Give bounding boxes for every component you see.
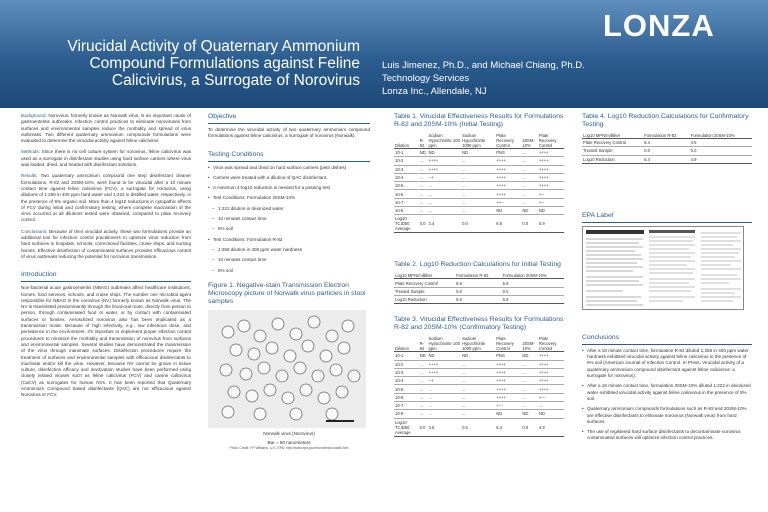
column-header: Formulation 20SM-10%: [690, 132, 752, 139]
text: Since there is no cell culture system for norovirus, feline calicivirus was used as a surrogate in disinfectant studies using hard surface carriers where virus was loaded, dried, and treated with disinfectant solutions.: [21, 149, 192, 168]
title-line: Virucidal Activity of Quaternary Ammonium: [67, 38, 360, 55]
column-results: [394, 113, 564, 437]
table-cell: ...: [419, 190, 428, 198]
table-cell: 10-1: [394, 352, 419, 360]
table-cell: 10-2: [394, 157, 419, 165]
table-cell: 4.9: [690, 139, 752, 147]
table-cell: ...: [461, 182, 495, 190]
table-cell: ++++: [495, 190, 521, 198]
table-cell: ...: [419, 410, 428, 418]
table-cell: ...: [521, 198, 537, 206]
table-cell: ...: [419, 377, 428, 385]
table-cell: Treated Sample: [582, 147, 643, 155]
testing-list: [208, 237, 370, 243]
table-cell: ++++: [495, 173, 521, 181]
title-line: Compound Formulations against Feline: [89, 55, 360, 72]
table3-heading: Table 3. Virucidal Effectiveness Results for Formulations R-82 and 20SM-10% (Confirmatory Testing): [394, 316, 564, 332]
table-cell: ++++: [538, 149, 564, 157]
table-cell: ...: [419, 360, 428, 368]
table-cell: ...: [419, 207, 428, 215]
table-row: [394, 157, 564, 165]
list-item: • The use of registered hard surface disinfectants to decontaminate norovirus contaminated surfaces will optimize infection control practices.: [582, 429, 752, 442]
table-cell: Treated Sample: [394, 287, 455, 295]
list-item: • Test Conditions: Formulation 20SM-10%: [208, 195, 370, 201]
table-row: [394, 149, 564, 157]
table-cell: ...: [419, 165, 428, 173]
testing-sublist: [208, 247, 370, 274]
table-cell: ++++: [538, 182, 564, 190]
table-cell: ...: [521, 190, 537, 198]
table-cell: 10-7: [394, 402, 419, 410]
table-cell: 10-4: [394, 377, 419, 385]
table-cell: 6.6: [495, 215, 521, 233]
table-cell: 10-6: [394, 393, 419, 401]
photo-credit: Photo Credit: FP Williams, U.S. EPA; http://www.epa.gov/microbes/norwalk.htm: [229, 446, 349, 451]
column-header: Plate Recovery Control: [495, 335, 521, 352]
epa-label-heading: EPA Label: [582, 212, 752, 223]
table-cell: 10-7: [394, 198, 419, 206]
table-cell: ++++: [495, 377, 521, 385]
table-cell: ++++: [538, 165, 564, 173]
table-row: [394, 385, 564, 393]
table-cell: ...: [427, 190, 461, 198]
table-cell: ...: [461, 190, 495, 198]
table-body: [394, 352, 564, 436]
table-cell: ++++: [538, 368, 564, 376]
table-cell: ...: [521, 368, 537, 376]
table-cell: +--: [538, 198, 564, 206]
list-item: – 10 minutes contact time: [208, 257, 370, 263]
table-body: [582, 139, 752, 164]
list-item: • A minimum 4-log10 reduction is needed for a passing test: [208, 185, 370, 191]
table-cell: 0.0: [455, 287, 502, 295]
table-header-row: [394, 335, 564, 352]
column-header: R-82: [419, 335, 428, 352]
table-cell: ++++: [538, 377, 564, 385]
table-row: [394, 182, 564, 190]
table-cell: ....: [538, 402, 564, 410]
column-objective: [208, 113, 370, 450]
table-cell: ...: [419, 157, 428, 165]
table-cell: ...: [461, 207, 495, 215]
table-row: [394, 402, 564, 410]
column-header: 20SM-10%: [521, 335, 537, 352]
table-header-row: [394, 132, 564, 149]
table-row: [394, 295, 564, 303]
column-header: Log10 MPN/milliliter: [582, 132, 643, 139]
table-cell: Log10 TCID50 Average: [394, 215, 419, 233]
table-cell: ...: [461, 198, 495, 206]
column-header: Dilution: [394, 335, 419, 352]
table-cell: ...: [461, 165, 495, 173]
table-cell: 6.6: [455, 295, 502, 303]
column-header: Formulation R-82: [643, 132, 690, 139]
table-cell: --+: [427, 173, 461, 181]
table-cell: ...: [461, 157, 495, 165]
table-cell: ...: [521, 393, 537, 401]
table-cell: 10-2: [394, 360, 419, 368]
virus-particles-image: [208, 310, 366, 428]
department: Technology Services: [382, 73, 470, 84]
table-cell: ND: [538, 410, 564, 418]
table-cell: 3.6: [427, 418, 461, 436]
text: Norovirus, formerly known as Norwalk virus, is an important cause of gastroenteritis outbreaks. Infection control practices to eliminate noroviruses from surfaces and environmental samples reduce the morbidity and spread of virus outbreaks. Two different quaternary ammonium compounds formulations were evaluated to determine the virucidal activity against feline calicivirus: [21, 113, 191, 144]
table-cell: 10-5: [394, 182, 419, 190]
list-item: – 5% soil: [208, 268, 370, 274]
author-block: [382, 59, 585, 98]
table-cell: ++++: [538, 385, 564, 393]
table-cell: ++++: [538, 173, 564, 181]
table-cell: Plate Recovery Control: [394, 279, 455, 287]
column-header: Plate Recovery Control: [538, 335, 564, 352]
table-cell: ...: [521, 182, 537, 190]
table-cell: PNS: [495, 149, 521, 157]
table-row: [394, 287, 564, 295]
list-item: • Quaternary ammonium compounds formulations such as R-82 and 20SM-10% are effective disinfectants to eliminate norovirus (Norwalk virus) from hard surfaces.: [582, 406, 752, 425]
table-row: [394, 215, 564, 233]
table-cell: ++++: [495, 393, 521, 401]
table-row: [394, 360, 564, 368]
table-cell: ...: [427, 410, 461, 418]
table-cell: ...: [427, 393, 461, 401]
table-cell: ND: [521, 410, 537, 418]
table-row: [394, 198, 564, 206]
table-cell: ...: [461, 368, 495, 376]
list-item: • Test Conditions: Formulation R-82: [208, 237, 370, 243]
table-cell: Log10 Reduction: [394, 295, 455, 303]
table-cell: ND: [495, 207, 521, 215]
table-row: [394, 393, 564, 401]
table-cell: 0.0: [461, 418, 495, 436]
table-cell: 4.9: [538, 418, 564, 436]
table-row: [582, 155, 752, 163]
table3: [394, 335, 564, 436]
table-cell: ++++: [427, 157, 461, 165]
abstract-methods: [21, 149, 191, 168]
table-cell: ++++: [427, 360, 461, 368]
table2-heading: Table 2. Log10 Reduction Calculations for Initial Testing: [394, 261, 561, 269]
list-item: • Carriers were treated with a dilution of QAC disinfectant.: [208, 175, 370, 181]
column-header: Formulation R-82: [455, 272, 502, 279]
list-item: – 1:256 dilution in 400 ppm water hardness: [208, 247, 370, 253]
table-cell: --+: [427, 377, 461, 385]
table-cell: ++++: [427, 368, 461, 376]
introduction-heading: Introduction: [21, 271, 191, 282]
text: Because of their virucidal activity, these two formulations provide an additional tool for infection control practitioners to optimize virus reduction from hard surfaces in hospitals, schools, correctional facilities, cruise ships, and nursing homes. Effective disinfection of contaminated surfaces provides efficacious control of virus outbreaks reducing the potential for norovirus transmission.: [21, 228, 191, 259]
table-cell: Log10 TCID50 Average: [394, 418, 419, 436]
table-cell: 10-1: [394, 149, 419, 157]
table-cell: 6.6: [455, 279, 502, 287]
table-cell: 6.4: [495, 418, 521, 436]
testing-heading: Testing Conditions: [208, 151, 370, 162]
column-abstract: [21, 113, 191, 404]
table-cell: ...: [521, 360, 537, 368]
list-item: • After a 10 minute contact time, formulation 20SM-10% diluted 1:222 in deionized water exhibited virucidal activity against feline calicivirus in the presence of 5% soil.: [582, 383, 752, 402]
table-cell: ...: [521, 165, 537, 173]
table-cell: ...: [419, 402, 428, 410]
table-cell: ...: [427, 198, 461, 206]
table4-heading: Table 4. Log10 Reduction Calculations for Confirmatory Testing: [582, 113, 749, 128]
column-header: Log10 MPN/milliliter: [394, 272, 455, 279]
table-cell: ND: [495, 410, 521, 418]
table-cell: ...: [521, 173, 537, 181]
poster-title: [8, 38, 360, 89]
table-row: [394, 368, 564, 376]
table-cell: Log10 Reduction: [582, 155, 643, 163]
table-cell: ...: [521, 402, 537, 410]
table-body: [394, 279, 564, 304]
table-cell: ...: [461, 377, 495, 385]
product-label-picture: [583, 227, 744, 310]
table-cell: ++++: [538, 157, 564, 165]
column-header: Plate Recovery Control: [495, 132, 521, 149]
table-cell: ND: [461, 149, 495, 157]
abstract-results: [21, 173, 191, 223]
table-cell: ...: [521, 157, 537, 165]
table-cell: ...: [461, 402, 495, 410]
table-cell: 6.4: [643, 155, 690, 163]
table-row: [394, 377, 564, 385]
table-cell: ND: [461, 352, 495, 360]
table-cell: Plate Recovery Control: [582, 139, 643, 147]
table-cell: ...: [427, 385, 461, 393]
list-item: – 5% soil: [208, 226, 370, 232]
table-cell: ++++: [495, 368, 521, 376]
table-row: [582, 139, 752, 147]
table1-heading: Table 1. Virucidal Effectiveness Results for Formulations R-82 and 20SM-10% (Initial Testing): [394, 113, 564, 128]
table-cell: ++++: [495, 360, 521, 368]
column-header: R-82: [419, 132, 428, 149]
table-cell: ND: [521, 207, 537, 215]
table-cell: ...: [461, 173, 495, 181]
table-row: [394, 207, 564, 215]
table-cell: ...: [419, 385, 428, 393]
table-cell: ...: [521, 149, 537, 157]
column-header: Sodium Hypochlorite 1000 ppm: [461, 335, 495, 352]
table-cell: ++++: [427, 165, 461, 173]
table-cell: 5.9: [502, 279, 564, 287]
table-cell: ND: [521, 352, 537, 360]
table-cell: ND: [419, 353, 426, 359]
table-cell: ++++: [538, 360, 564, 368]
column-header: Sodium Hypochlorite 100 ppm: [428, 335, 460, 351]
scale-note: Bar = 50 nanometers: [267, 440, 311, 446]
table-cell: ...: [521, 377, 537, 385]
table-cell: 0.0: [419, 215, 428, 233]
table-cell: 0.0: [643, 147, 690, 155]
table-row: [394, 165, 564, 173]
table-cell: ...: [419, 368, 428, 376]
label: Methods:: [21, 149, 40, 155]
table-cell: +---: [538, 393, 564, 401]
column-conclusions: [582, 113, 752, 446]
tem-micrograph: [208, 310, 366, 428]
table-cell: ND: [427, 149, 461, 157]
list-item: – 10 minutes contact time: [208, 216, 370, 222]
table-cell: 0.0: [419, 418, 428, 436]
list-item: – 1:222 dilution in deionized water: [208, 206, 370, 212]
column-header: 20SM-10%: [521, 132, 537, 149]
table-cell: ...: [461, 410, 495, 418]
table-cell: 0.0: [521, 418, 537, 436]
table-cell: 0.0: [690, 147, 752, 155]
table-row: [394, 418, 564, 436]
testing-list: [208, 165, 370, 202]
abstract-background: [21, 113, 191, 144]
table-row: [394, 279, 564, 287]
table-cell: ...: [461, 360, 495, 368]
table-cell: 6.4: [643, 139, 690, 147]
table-cell: 0.0: [521, 215, 537, 233]
table-cell: ...: [419, 198, 428, 206]
table-cell: PNS: [495, 352, 521, 360]
label: Conclusions:: [21, 228, 48, 234]
table2: [394, 272, 564, 304]
table-cell: 10-3: [394, 368, 419, 376]
table-cell: ...: [461, 385, 495, 393]
objective-text: To determine the virucidal activity of two quaternary ammonium compound formulations against feline calicivirus, a surrogate of norovirus (Norwalk).: [208, 127, 370, 139]
table-cell: ++++: [495, 165, 521, 173]
table-cell: ...: [521, 385, 537, 393]
table-cell: 10-6: [394, 190, 419, 198]
table-row: [394, 352, 564, 360]
table-cell: 4.9: [690, 155, 752, 163]
table-cell: 10-3: [394, 165, 419, 173]
list-item: • After a 10 minute contact time, formulation R-82 diluted 1:256 in 400 ppm water hardness exhibited virucidal activity against feline calicivirus in the presence of 5% soil (American Journal of Infection Control. In Press. Virucidal activity of a quaternary ammonium compound disinfectant against feline calicivirus: a surrogate for norovirus).: [582, 348, 752, 379]
column-header: Dilution: [394, 132, 419, 149]
table-cell: ND: [419, 150, 426, 156]
column-header: Plate Recovery Control: [538, 132, 564, 149]
label: Results:: [21, 173, 38, 179]
introduction-text: Non-bacterial acute gastroenteritis (NBAG) outbreaks affect healthcare institutions, homes, food services, schools, and cruise ships. The number one microbial agent responsible for NBAG is the norovirus (NV) formerly known as Norwalk virus. The NV is transmitted predominantly through the fecal-oral route, directly from person to person, through contaminated food or water, or by contact with contaminated surfaces or fomites. Aerosolized norovirus also has been implicated as a transmission mode. Because of high infectivity, e.g., low infectious dose, and persistence in the environment, it's important to implement proper infection control procedures to minimize the morbidity and transmission of norovirus from surfaces and environmental samples. Several studies have demonstrated the transmission of the virus through inanimate surfaces. Disinfection procedures require the treatment of surfaces and environmental samples with efficacious disinfectants to inactivate and/or kill the virus. However, because NV cannot be grown in tissue culture, disinfection efficacy and inactivation studies have been performed using closely related viruses such as feline calicivirus (FCV) and canine calicivirus (CaCV) as surrogates for human NVs. It has been reported that Quaternary Ammonium Compound based disinfectants (QAC) are not efficacious against Norovirus or FCV.: [21, 285, 191, 398]
table-cell: 0.0: [502, 287, 564, 295]
conclusions-list: [582, 348, 752, 442]
table-cell: 5.9: [538, 215, 564, 233]
lonza-logo: LONZA: [603, 8, 715, 43]
table4: [582, 132, 752, 164]
column-header: Formulation 20SM-10%: [502, 272, 564, 279]
table-cell: ++++: [495, 385, 521, 393]
table-row: [394, 190, 564, 198]
objective-heading: Objective: [208, 113, 370, 124]
text: Two quaternary ammonium compound one step disinfectant cleaner formulations, R-82 and 20SM-10%, were found to be virucidal after a 10 minute contact time against feline calicivirus (FCV), a surrogate for norovirus, using dilutions of 1:256 in 400 ppm hard water and 1:222 in distilled water, respectively, in the presence of 5% organic soil. More than 4 log10 reductions in cytopathic effects of FCV during initial and confirmatory testing, where complete inactivation of the virus occurred at all dilutions tested were obtained, compared to plate recovery control.: [21, 173, 191, 223]
table-cell: ...: [419, 173, 428, 181]
abstract-conclusions: [21, 229, 191, 260]
table-cell: ND: [427, 352, 461, 360]
column-header: Sodium Hypochlorite 1000 ppm: [461, 132, 495, 149]
table-row: [394, 173, 564, 181]
figure1-heading: Figure 1. Negative-stain Transmission Electron Microscopy picture of Norwalk virus particles in stool samples: [208, 281, 366, 305]
table-cell: 10-8: [394, 207, 419, 215]
epa-label-image: [582, 226, 744, 310]
table-cell: ...: [419, 393, 428, 401]
table-row: [394, 410, 564, 418]
table-cell: 5.9: [502, 295, 564, 303]
label: Background:: [21, 113, 47, 118]
table-cell: ...: [427, 182, 461, 190]
table-cell: 10-4: [394, 173, 419, 181]
table-cell: +---: [495, 402, 521, 410]
table1: [394, 132, 564, 233]
table-cell: ...: [427, 207, 461, 215]
table-cell: 10-5: [394, 385, 419, 393]
table-cell: 3.4: [427, 215, 461, 233]
testing-sublist: [208, 206, 370, 233]
table-cell: ++++: [495, 157, 521, 165]
title-line: Calicivirus, a Surrogate of Norovirus: [111, 72, 360, 89]
table-cell: ...: [427, 402, 461, 410]
table-cell: 0.0: [461, 215, 495, 233]
authors: Luis Jimenez, Ph.D., and Michael Chiang, Ph.D.: [382, 60, 585, 71]
table-cell: ...: [419, 182, 428, 190]
table-cell: ++--: [495, 198, 521, 206]
affiliation: Lonza Inc., Allendale, NJ: [382, 86, 487, 97]
table-cell: ++++: [538, 352, 564, 360]
list-item: • Virus was spread and dried on hard surface carriers (petri dishes): [208, 165, 370, 171]
table-cell: +--: [538, 190, 564, 198]
title-banner: [0, 0, 768, 108]
figure-caption: Norwalk virus (Norovirus): [263, 430, 315, 436]
table-cell: ++++: [495, 182, 521, 190]
table-row: [582, 147, 752, 155]
table-cell: ND: [538, 207, 564, 215]
conclusions-heading: Conclusions: [582, 334, 752, 345]
column-header: Sodium Hypochlorite 100 ppm: [428, 132, 460, 148]
table-cell: ...: [461, 393, 495, 401]
table-body: [394, 149, 564, 233]
table-cell: 10-8: [394, 410, 419, 418]
